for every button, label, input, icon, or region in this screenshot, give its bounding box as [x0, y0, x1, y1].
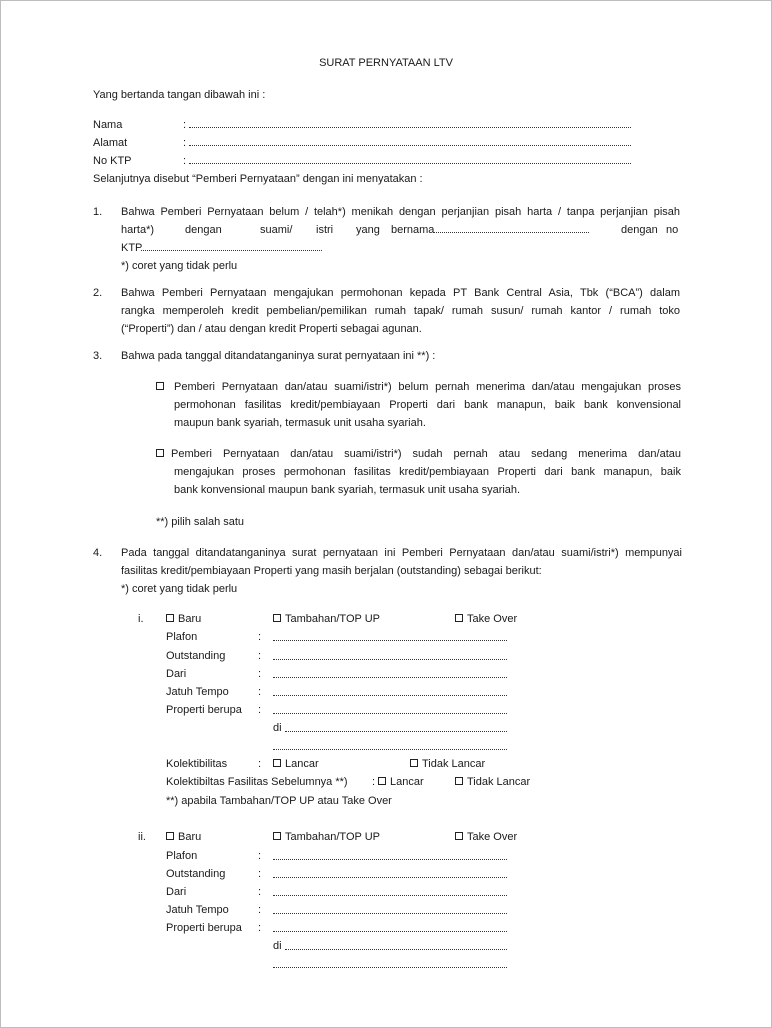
dari-line[interactable]: [273, 677, 507, 678]
row-colon: :: [258, 850, 262, 862]
spouse-name-line[interactable]: [433, 232, 589, 233]
nama-input-line[interactable]: [189, 127, 631, 128]
facility-ii-type-takeover[interactable]: [455, 830, 517, 844]
item1-word: bernama: [391, 224, 435, 236]
type-label: Take Over: [467, 613, 518, 625]
row-colon: :: [258, 668, 262, 680]
checkbox-icon: [166, 614, 174, 622]
item-number: 3.: [93, 350, 103, 362]
kolek-lancar-option[interactable]: [273, 757, 319, 771]
checkbox-icon: [156, 449, 164, 457]
di-label: di: [273, 940, 282, 952]
row-colon: :: [258, 886, 262, 898]
properti-line[interactable]: [273, 931, 507, 932]
type-label: Tambahan/TOP UP: [285, 831, 380, 843]
statement-intro: Selanjutnya disebut “Pemberi Pernyataan” dengan ini menyatakan :: [93, 173, 423, 185]
item1-word: no: [666, 224, 679, 236]
checkbox-icon: [455, 832, 463, 840]
checkbox-icon: [410, 759, 418, 767]
field-colon: :: [183, 137, 187, 149]
kolek-prev-label: Kolektibiltas Fasilitas Sebelumnya **): [166, 776, 348, 788]
checkbox-icon: [273, 614, 281, 622]
item-number: 2.: [93, 287, 103, 299]
option-label: Lancar: [285, 758, 319, 770]
facility-i-type-topup[interactable]: [273, 612, 380, 626]
facility-ii-row-label: Jatuh Tempo: [166, 904, 229, 916]
facility-i-row-label: Outstanding: [166, 650, 226, 662]
item1-ktp-label: KTP: [121, 242, 143, 254]
plafon-line[interactable]: [273, 859, 507, 860]
facility-i-row-label: Plafon: [166, 631, 198, 643]
field-colon: :: [183, 119, 187, 131]
alamat-input-line[interactable]: [189, 145, 631, 146]
checkbox-icon: [378, 777, 386, 785]
type-label: Baru: [178, 613, 202, 625]
row-colon: :: [372, 776, 376, 788]
kolektibilitas-label: Kolektibilitas: [166, 758, 228, 770]
option-label: Tidak Lancar: [467, 776, 531, 788]
option-a-line1: Pemberi Pernyataan dan/atau suami/istri*) belum pernah menerima dan/atau mengajukan proses: [174, 381, 681, 393]
outstanding-line[interactable]: [273, 877, 507, 878]
option-b-line2: mengajukan proses permohonan fasilitas kredit/pembiayaan Properti dari bank manapun, baik: [174, 466, 681, 478]
item1-word: yang: [356, 224, 380, 236]
extra-line[interactable]: [273, 749, 507, 750]
checkbox-icon: [273, 832, 281, 840]
item-number: 1.: [93, 206, 103, 218]
facility-i-type-takeover[interactable]: [455, 612, 517, 626]
jatuh-tempo-line[interactable]: [273, 913, 507, 914]
item3-line1: Bahwa pada tanggal ditandatanganinya surat pernyataan ini **) :: [121, 350, 436, 362]
item1-word: suami/: [260, 224, 293, 236]
type-label: Take Over: [467, 831, 518, 843]
properti-line[interactable]: [273, 713, 507, 714]
item2-line1: Bahwa Pemberi Pernyataan mengajukan permohonan kepada PT Bank Central Asia, Tbk (“BCA”) dalam: [121, 287, 680, 299]
type-label: Baru: [178, 831, 202, 843]
row-colon: :: [258, 758, 262, 770]
option-b-line3: bank konvensional maupun bank syariah, termasuk unit usaha syariah.: [174, 484, 521, 496]
checkbox-icon: [455, 614, 463, 622]
field-label-ktp: No KTP: [93, 155, 132, 167]
intro-text: Yang bertanda tangan dibawah ini :: [93, 89, 266, 101]
option-a-line2: permohonan fasilitas kredit/pembiayaan Properti dari bank manapun, baik bank konvensional: [174, 399, 681, 411]
item1-word: dengan: [621, 224, 658, 236]
checkbox-icon: [156, 382, 164, 390]
facility-ii-type-baru[interactable]: [166, 830, 201, 844]
item1-word: dengan: [185, 224, 222, 236]
checkbox-icon: [166, 832, 174, 840]
kolek-prev-lancar-option[interactable]: [378, 775, 424, 789]
facility-i-row-label: Jatuh Tempo: [166, 686, 229, 698]
facility-i-roman: i.: [138, 613, 144, 625]
di-line[interactable]: [285, 731, 507, 732]
field-label-nama: Nama: [93, 119, 123, 131]
row-colon: :: [258, 922, 262, 934]
facility-ii-roman: ii.: [138, 831, 146, 843]
document-title: SURAT PERNYATAAN LTV: [319, 57, 453, 69]
row-colon: :: [258, 868, 262, 880]
field-label-alamat: Alamat: [93, 137, 128, 149]
option-b-line1: Pemberi Pernyataan dan/atau suami/istri*) sudah pernah atau sedang menerima dan/atau: [171, 448, 681, 460]
facility-i-row-label: Dari: [166, 668, 187, 680]
facility-ii-row-label: Outstanding: [166, 868, 226, 880]
option-b-checkbox[interactable]: [156, 447, 168, 461]
dari-line[interactable]: [273, 895, 507, 896]
item1-line1: Bahwa Pemberi Pernyataan belum / telah*) menikah dengan perjanjian pisah harta / tanpa perjanjian pisah: [121, 206, 680, 218]
type-label: Tambahan/TOP UP: [285, 613, 380, 625]
facility-ii-row-label: Plafon: [166, 850, 198, 862]
facility-ii-row-label: Properti berupa: [166, 922, 242, 934]
option-label: Lancar: [390, 776, 424, 788]
di-label: di: [273, 722, 282, 734]
row-colon: :: [258, 650, 262, 662]
spouse-ktp-line[interactable]: [141, 250, 322, 251]
di-line[interactable]: [285, 949, 507, 950]
facility-ii-type-topup[interactable]: [273, 830, 380, 844]
checkbox-icon: [273, 759, 281, 767]
item4-line2: fasilitas kredit/pembiayaan Properti yang masih berjalan (outstanding) sebagai berikut:: [121, 565, 542, 577]
facility-i-note: **) apabila Tambahan/TOP UP atau Take Over: [166, 795, 392, 807]
row-colon: :: [258, 686, 262, 698]
item2-line3: (“Properti”) dan / atau dengan kredit Properti sebagai agunan.: [121, 323, 422, 335]
row-colon: :: [258, 704, 262, 716]
field-colon: :: [183, 155, 187, 167]
extra-line[interactable]: [273, 967, 507, 968]
checkbox-icon: [455, 777, 463, 785]
item4-note: *) coret yang tidak perlu: [121, 583, 238, 595]
facility-i-type-baru[interactable]: [166, 612, 201, 626]
plafon-line[interactable]: [273, 640, 507, 641]
outstanding-line[interactable]: [273, 659, 507, 660]
jatuh-tempo-line[interactable]: [273, 695, 507, 696]
item-number: 4.: [93, 547, 103, 559]
kolek-tidak-lancar-option[interactable]: [410, 757, 485, 771]
item1-word: harta*): [121, 224, 155, 236]
row-colon: :: [258, 904, 262, 916]
row-colon: :: [258, 631, 262, 643]
facility-i-row-label: Properti berupa: [166, 704, 242, 716]
option-label: Tidak Lancar: [422, 758, 486, 770]
option-a-line3: maupun bank syariah, termasuk unit usaha syariah.: [174, 417, 426, 429]
item4-line1: Pada tanggal ditandatanganinya surat pernyataan ini Pemberi Pernyataan dan/atau suami/istri*) mempunyai: [121, 547, 682, 559]
item2-line2: rangka memperoleh kredit pembelian/pemilikan rumah tapak/ rumah susun/ rumah kantor / rumah toko: [121, 305, 680, 317]
item1-note: *) coret yang tidak perlu: [121, 260, 238, 272]
item3-note: **) pilih salah satu: [156, 516, 245, 528]
facility-ii-row-label: Dari: [166, 886, 187, 898]
kolek-prev-tidak-lancar-option[interactable]: [455, 775, 530, 789]
item1-word: istri: [316, 224, 334, 236]
option-a-checkbox[interactable]: [156, 380, 168, 394]
ktp-input-line[interactable]: [189, 163, 631, 164]
